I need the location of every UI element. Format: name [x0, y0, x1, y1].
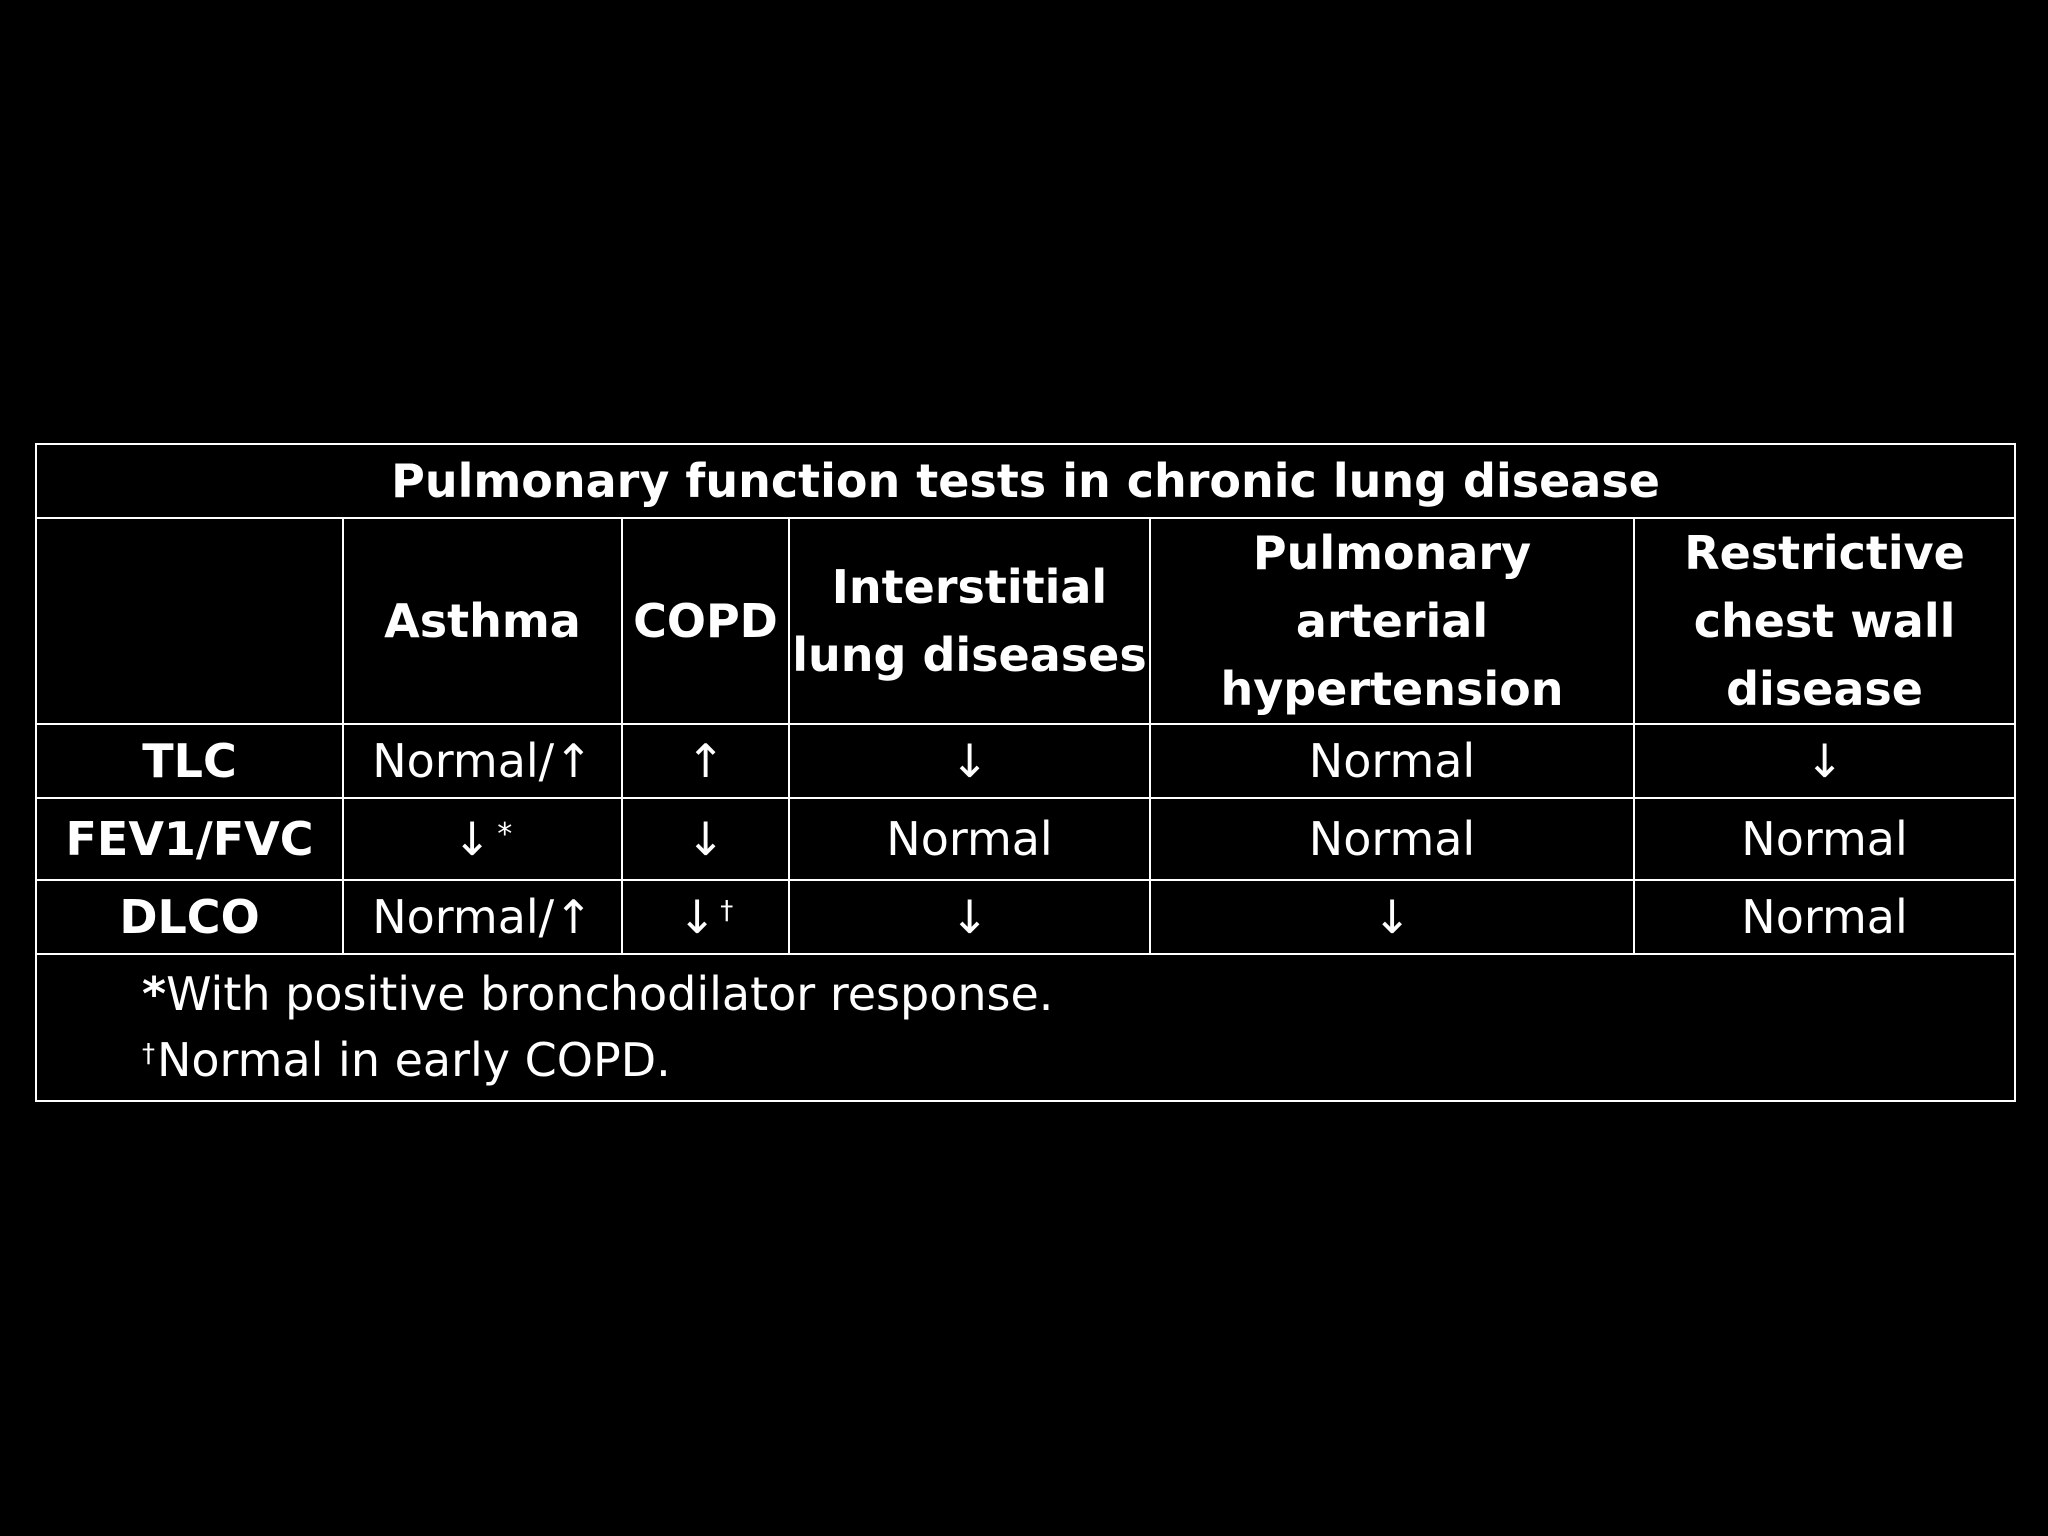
- table-row-tlc: [36, 724, 2015, 798]
- table-title-row: [36, 444, 2015, 518]
- table-notes: [36, 954, 2015, 1101]
- cell-fev-pah: Normal: [1150, 798, 1634, 880]
- row-label-dlco: DLCO: [36, 880, 343, 954]
- header-empty-corner: [36, 518, 343, 724]
- cell-dlco-copd-value: ↓: [677, 890, 717, 944]
- cell-tlc-asthma: Normal/↑: [343, 724, 622, 798]
- note-asterisk: [142, 961, 2014, 1027]
- dagger-mark: †: [720, 896, 734, 926]
- header-pah: Pulmonary arterial hypertension: [1150, 518, 1634, 724]
- cell-fev-copd: ↓: [622, 798, 789, 880]
- note-dagger: [142, 1027, 2014, 1093]
- cell-fev-restrictive: Normal: [1634, 798, 2015, 880]
- cell-tlc-interstitial: ↓: [789, 724, 1150, 798]
- note-dagger-symbol: †: [142, 1039, 155, 1069]
- row-label-tlc: TLC: [36, 724, 343, 798]
- header-asthma: Asthma: [343, 518, 622, 724]
- table-title: Pulmonary function tests in chronic lung disease: [36, 444, 2015, 518]
- table-notes-row: [36, 954, 2015, 1101]
- table-row-fev1-fvc: [36, 798, 2015, 880]
- table-row-dlco: [36, 880, 2015, 954]
- pft-table: [35, 443, 2016, 1102]
- asterisk-mark: *: [497, 817, 513, 852]
- cell-tlc-copd: ↑: [622, 724, 789, 798]
- cell-tlc-restrictive: ↓: [1634, 724, 2015, 798]
- cell-tlc-pah: Normal: [1150, 724, 1634, 798]
- note-asterisk-text: With positive bronchodilator response.: [166, 967, 1054, 1021]
- cell-dlco-interstitial: ↓: [789, 880, 1150, 954]
- header-copd: COPD: [622, 518, 789, 724]
- cell-dlco-restrictive: Normal: [1634, 880, 2015, 954]
- cell-dlco-pah: ↓: [1150, 880, 1634, 954]
- cell-fev-asthma: [343, 798, 622, 880]
- header-restrictive: Restrictive chest wall disease: [1634, 518, 2015, 724]
- cell-fev-asthma-value: ↓: [452, 812, 492, 866]
- row-label-fev1-fvc: FEV1/FVC: [36, 798, 343, 880]
- cell-dlco-copd: [622, 880, 789, 954]
- header-interstitial: Interstitial lung diseases: [789, 518, 1150, 724]
- table-header-row: [36, 518, 2015, 724]
- cell-fev-interstitial: Normal: [789, 798, 1150, 880]
- note-dagger-text: Normal in early COPD.: [157, 1033, 671, 1087]
- note-asterisk-symbol: *: [142, 967, 167, 1021]
- cell-dlco-asthma: Normal/↑: [343, 880, 622, 954]
